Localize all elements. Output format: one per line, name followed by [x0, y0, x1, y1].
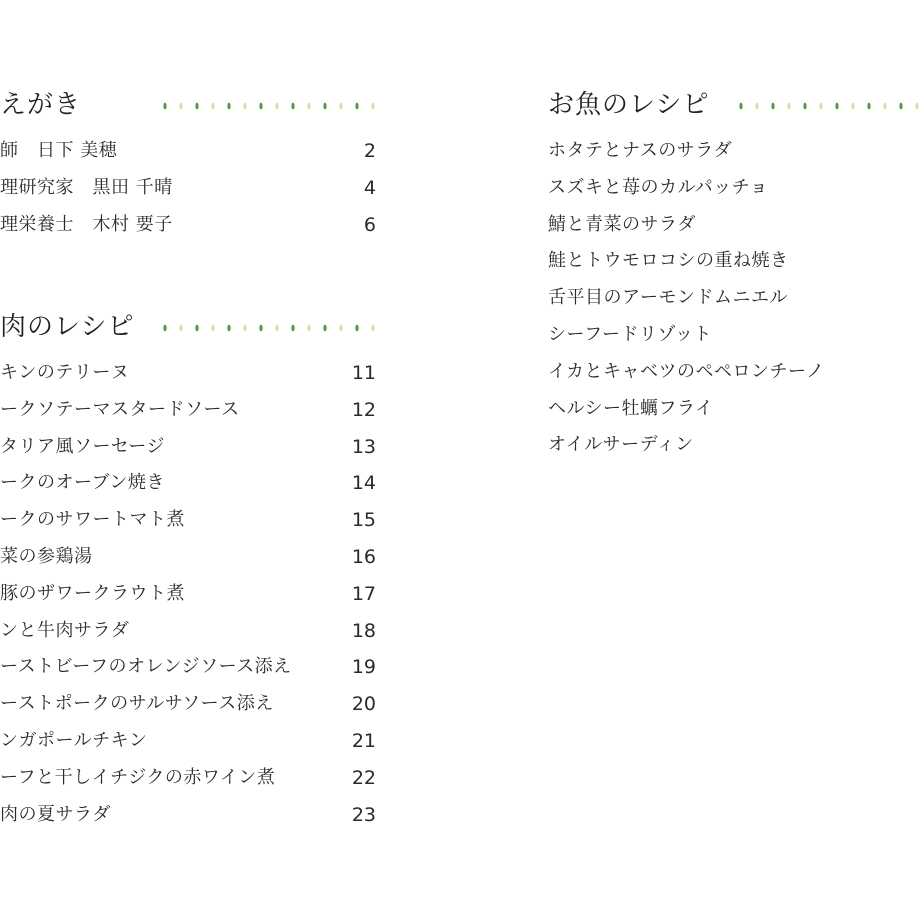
leaf-dot [243, 325, 246, 332]
leaf-dot [259, 325, 262, 332]
toc-entry-page: 15 [351, 509, 376, 532]
leaf-dots-ornament [160, 307, 376, 347]
toc-entry[interactable] [0, 398, 376, 435]
intro-header [0, 85, 376, 125]
leaf-dot [771, 103, 774, 110]
leaf-dot [211, 103, 214, 110]
toc-entry-label: イカとキャベツのペペロンチーノ [548, 360, 825, 382]
leaf-dot [355, 103, 358, 110]
toc-entry[interactable] [0, 582, 376, 619]
leaf-dot [339, 325, 342, 332]
toc-entry-label: キンのテリーヌ [0, 362, 130, 383]
toc-entry-page: 22 [351, 766, 376, 789]
toc-entry[interactable] [0, 176, 376, 213]
toc-entry-label: 菜の参鶏湯 [0, 545, 93, 567]
toc-entry-page: 4 [363, 176, 376, 199]
toc-entry-label: スズキと苺のカルパッチョ [548, 176, 769, 198]
toc-entry[interactable] [0, 361, 376, 398]
leaf-dots-ornament [736, 85, 920, 125]
toc-entry[interactable] [548, 323, 920, 360]
toc-entry-label: ホタテとナスのサラダ [548, 140, 733, 161]
leaf-dot [883, 103, 886, 110]
fish-list [548, 139, 920, 470]
leaf-dots-svg [736, 85, 920, 125]
leaf-dot [179, 325, 182, 332]
toc-entry-label: ンと牛肉サラダ [0, 619, 130, 641]
toc-entry-page: 2 [363, 140, 376, 162]
leaf-dot [195, 103, 198, 110]
toc-entry-page: 12 [351, 398, 376, 421]
leaf-dot [851, 103, 854, 110]
toc-entry-label: オイルサーディン [548, 434, 694, 456]
toc-entry-label: 鮭とトウモロコシの重ね焼き [548, 250, 789, 272]
toc-entry-label: ヘルシー牡蠣フライ [548, 397, 714, 419]
toc-entry-page: 21 [351, 729, 376, 752]
leaf-dot [307, 325, 310, 332]
toc-entry-label: シーフードリゾット [548, 323, 712, 345]
toc-entry-label: ークのサワートマト煮 [0, 509, 185, 531]
leaf-dot [371, 103, 374, 110]
toc-entry-page: 23 [351, 803, 376, 826]
toc-entry[interactable] [0, 508, 376, 545]
leaf-dot [163, 325, 166, 332]
toc-entry[interactable] [548, 433, 920, 470]
toc-entry[interactable] [548, 360, 920, 397]
toc-entry-label: 豚のザワークラウト煮 [0, 582, 185, 604]
toc-entry-page: 20 [351, 693, 376, 716]
meat-header [0, 307, 376, 347]
toc-entry-label: 理研究家 黒田 千晴 [0, 176, 173, 198]
toc-entry[interactable] [0, 545, 376, 582]
meat-list [0, 361, 376, 839]
toc-entry-page: 6 [363, 213, 376, 236]
toc-entry[interactable] [548, 286, 920, 323]
leaf-dot [899, 103, 902, 110]
leaf-dot [355, 325, 358, 332]
toc-entry-label: 肉の夏サラダ [0, 803, 111, 825]
leaf-dot [323, 103, 326, 110]
leaf-dot [275, 325, 278, 332]
toc-entry-label: タリア風ソーセージ [0, 435, 166, 457]
leaf-dot [739, 103, 742, 110]
leaf-dot [323, 325, 326, 332]
toc-entry[interactable] [0, 213, 376, 250]
leaf-dots-ornament [160, 85, 376, 125]
toc-entry[interactable] [0, 729, 376, 766]
toc-entry-label: 鯖と青菜のサラダ [548, 213, 696, 235]
leaf-dot [755, 103, 758, 110]
leaf-dot [227, 325, 230, 332]
leaf-dot [275, 103, 278, 110]
toc-entry[interactable] [0, 619, 376, 656]
intro-list [0, 139, 376, 249]
leaf-dots-svg [160, 85, 376, 125]
toc-entry-label: ーストポークのサルサソース添え [0, 693, 274, 715]
leaf-dot [915, 103, 918, 110]
intro-title: えがき [0, 90, 82, 120]
toc-entry-label: 理栄養士 木村 要子 [0, 213, 173, 235]
leaf-dot [179, 103, 182, 110]
toc-entry-label: ンガポールチキン [0, 729, 148, 751]
leaf-dot [195, 325, 198, 332]
toc-entry-page: 18 [351, 619, 376, 642]
toc-entry[interactable] [0, 435, 376, 472]
toc-entry-label: 師 日下 美穂 [0, 140, 118, 161]
toc-entry-label: ークのオーブン焼き [0, 472, 165, 494]
fish-header [548, 85, 920, 125]
toc-entry-label: ークソテーマスタードソース [0, 398, 240, 420]
leaf-dot [163, 103, 166, 110]
toc-entry[interactable] [0, 139, 376, 176]
fish-title: お魚のレシピ [548, 90, 710, 120]
leaf-dot [867, 103, 870, 110]
leaf-dot [835, 103, 838, 110]
leaf-dot [259, 103, 262, 110]
toc-entry[interactable] [0, 655, 376, 692]
leaf-dot [291, 103, 294, 110]
leaf-dot [227, 103, 230, 110]
leaf-dot [243, 103, 246, 110]
toc-entry-label: ーストビーフのオレンジソース添え [0, 656, 292, 678]
toc-entry-label: 舌平目のアーモンドムニエル [548, 287, 788, 309]
toc-entry-page: 11 [351, 362, 376, 384]
meat-title: 肉のレシピ [0, 312, 135, 342]
leaf-dots-svg [160, 307, 376, 347]
toc-entry[interactable] [548, 213, 920, 250]
toc-entry[interactable] [0, 692, 376, 729]
leaf-dot [371, 325, 374, 332]
toc-entry-page: 13 [351, 435, 376, 458]
toc-entry-page: 17 [351, 582, 376, 605]
toc-entry[interactable] [0, 803, 376, 840]
leaf-dot [307, 103, 310, 110]
leaf-dot [211, 325, 214, 332]
toc-entry[interactable] [548, 139, 920, 176]
toc-entry-label: ーフと干しイチジクの赤ワイン煮 [0, 766, 276, 788]
leaf-dot [787, 103, 790, 110]
toc-entry[interactable] [0, 471, 376, 508]
leaf-dot [819, 103, 822, 110]
toc-entry[interactable] [548, 397, 920, 434]
toc-entry[interactable] [548, 176, 920, 213]
toc-entry-page: 14 [351, 472, 376, 495]
toc-entry-page: 19 [351, 656, 376, 679]
leaf-dot [803, 103, 806, 110]
leaf-dot [291, 325, 294, 332]
toc-entry[interactable] [548, 249, 920, 286]
toc-entry[interactable] [0, 766, 376, 803]
leaf-dot [339, 103, 342, 110]
toc-entry-page: 16 [351, 545, 376, 568]
